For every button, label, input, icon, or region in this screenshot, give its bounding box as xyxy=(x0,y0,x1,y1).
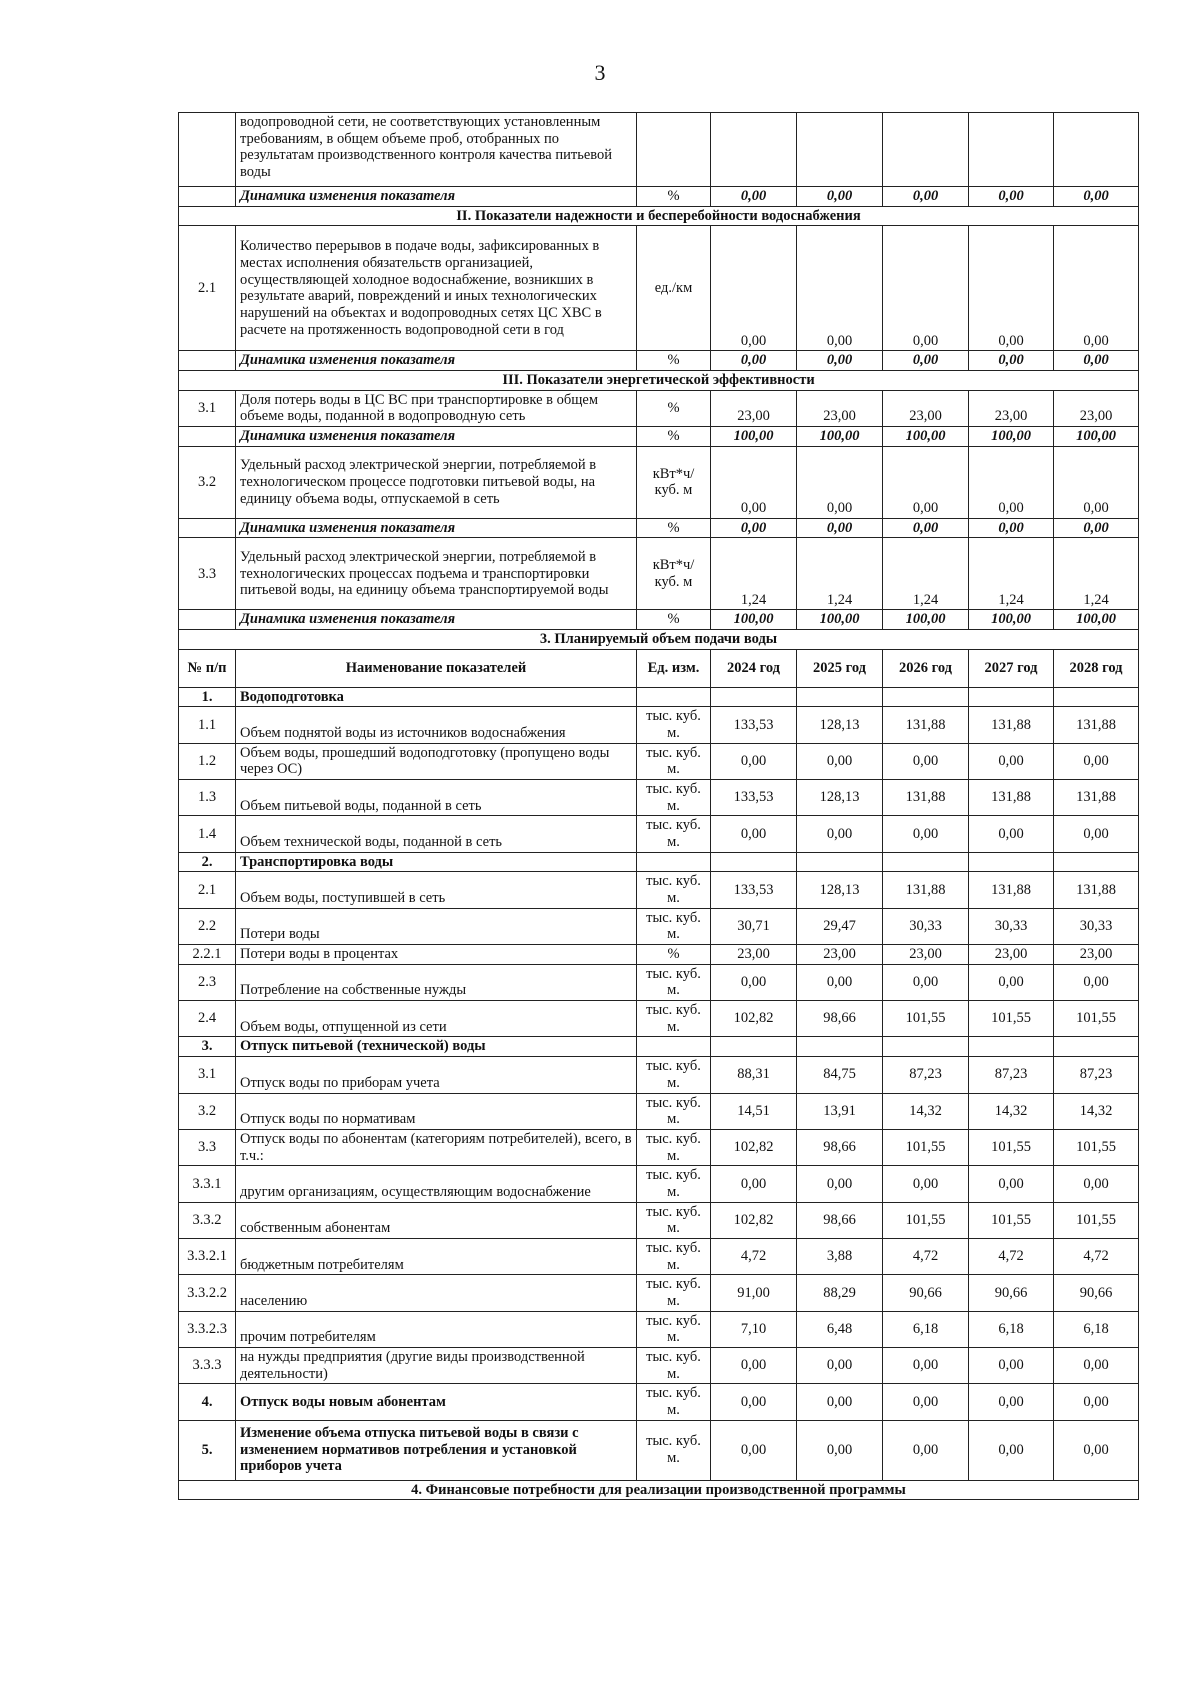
value-cell: 0,00 xyxy=(797,1384,883,1420)
value-cell: 128,13 xyxy=(797,707,883,743)
unit-cell: % xyxy=(637,187,711,207)
table-row xyxy=(179,1347,1139,1383)
value-cell: 0,00 xyxy=(1054,964,1139,1000)
table-row xyxy=(179,816,1139,852)
dynamics-label: Динамика изменения показателя xyxy=(236,351,637,371)
value-cell: 90,66 xyxy=(1054,1275,1139,1311)
table-row xyxy=(179,1166,1139,1202)
value-cell: 4,72 xyxy=(1054,1238,1139,1274)
row-number: 1.2 xyxy=(179,743,236,779)
unit-cell: тыс. куб. м. xyxy=(637,1384,711,1420)
indicator-name: Изменение объема отпуска питьевой воды в связи с изменением нормативов потребления и установкой приборов учета xyxy=(236,1420,637,1480)
value-cell: 98,66 xyxy=(797,1001,883,1037)
section-4-heading: 4. Финансовые потребности для реализации производственной программы xyxy=(179,1480,1139,1500)
indicator-name: прочим потребителям xyxy=(236,1311,637,1347)
unit-cell: ед./км xyxy=(637,226,711,351)
value-cell: 101,55 xyxy=(969,1001,1054,1037)
value-cell: 0,00 xyxy=(711,1347,797,1383)
value-cell: 131,88 xyxy=(1054,707,1139,743)
value-cell: 87,23 xyxy=(1054,1057,1139,1093)
value-cell: 23,00 xyxy=(797,945,883,965)
unit-cell: тыс. куб. м. xyxy=(637,743,711,779)
row-number: 3.3.2.1 xyxy=(179,1238,236,1274)
row-number: 4. xyxy=(179,1384,236,1420)
column-header-row xyxy=(179,649,1139,687)
value-cell: 100,00 xyxy=(883,610,969,630)
value-cell: 101,55 xyxy=(1054,1202,1139,1238)
value-cell: 0,00 xyxy=(883,1420,969,1480)
value-cell: 0,00 xyxy=(797,1420,883,1480)
column-header-year: 2024 год xyxy=(711,649,797,687)
indicator-name: Удельный расход электрической энергии, потребляемой в технологических процессах подъема и транспортировки питьевой воды, на единицу объема транспортируемой воды xyxy=(236,538,637,610)
table-row xyxy=(179,1311,1139,1347)
value-cell: 0,00 xyxy=(883,816,969,852)
value-cell: 30,71 xyxy=(711,908,797,944)
value-cell: 14,32 xyxy=(1054,1093,1139,1129)
table-row xyxy=(179,945,1139,965)
value-cell: 131,88 xyxy=(969,780,1054,816)
unit-cell: тыс. куб. м. xyxy=(637,707,711,743)
unit-cell: тыс. куб. м. xyxy=(637,1166,711,1202)
column-header-year: 2027 год xyxy=(969,649,1054,687)
value-cell: 0,00 xyxy=(797,187,883,207)
value-cell: 0,00 xyxy=(969,964,1054,1000)
value-cell: 0,00 xyxy=(969,743,1054,779)
value-cell: 0,00 xyxy=(883,1166,969,1202)
value-cell: 0,00 xyxy=(1054,1347,1139,1383)
row-number: 3.2 xyxy=(179,1093,236,1129)
value-cell: 100,00 xyxy=(1054,427,1139,447)
value-cell: 23,00 xyxy=(883,390,969,426)
indicator-name: Транспортировка воды xyxy=(236,852,637,872)
value-cell: 1,24 xyxy=(711,538,797,610)
column-header-unit: Ед. изм. xyxy=(637,649,711,687)
section-heading-row xyxy=(179,630,1139,650)
row-number: 3.3.2.3 xyxy=(179,1311,236,1347)
value-cell: 101,55 xyxy=(883,1129,969,1165)
value-cell: 0,00 xyxy=(969,1420,1054,1480)
value-cell: 87,23 xyxy=(969,1057,1054,1093)
value-cell: 14,32 xyxy=(883,1093,969,1129)
unit-cell: % xyxy=(637,390,711,426)
table-row xyxy=(179,1202,1139,1238)
indicator-name: Потери воды xyxy=(236,908,637,944)
value-cell: 100,00 xyxy=(711,610,797,630)
indicator-name: Объем питьевой воды, поданной в сеть xyxy=(236,780,637,816)
group-row xyxy=(179,1037,1139,1057)
indicator-name: Объем поднятой воды из источников водоснабжения xyxy=(236,707,637,743)
value-cell: 0,00 xyxy=(797,964,883,1000)
indicator-name: Потребление на собственные нужды xyxy=(236,964,637,1000)
value-cell: 0,00 xyxy=(797,1166,883,1202)
row-number: 3.3.1 xyxy=(179,1166,236,1202)
unit-cell: тыс. куб. м. xyxy=(637,908,711,944)
value-cell: 23,00 xyxy=(1054,945,1139,965)
value-cell: 14,51 xyxy=(711,1093,797,1129)
page-number: 3 xyxy=(594,60,606,85)
value-cell: 0,00 xyxy=(883,187,969,207)
dynamics-label: Динамика изменения показателя xyxy=(236,427,637,447)
value-cell: 0,00 xyxy=(883,964,969,1000)
value-cell: 4,72 xyxy=(969,1238,1054,1274)
value-cell: 0,00 xyxy=(711,1384,797,1420)
value-cell: 0,00 xyxy=(1054,1420,1139,1480)
row-number: 3.2 xyxy=(179,446,236,518)
value-cell: 0,00 xyxy=(969,1166,1054,1202)
indicator-name: Водоподготовка xyxy=(236,687,637,707)
dynamics-row xyxy=(179,187,1139,207)
value-cell: 0,00 xyxy=(969,816,1054,852)
table-row xyxy=(179,780,1139,816)
unit-cell: тыс. куб. м. xyxy=(637,1275,711,1311)
unit-cell: тыс. куб. м. xyxy=(637,1238,711,1274)
table-row xyxy=(179,872,1139,908)
unit-cell: % xyxy=(637,610,711,630)
row-number: 3.3.2.2 xyxy=(179,1275,236,1311)
row-number: 2.1 xyxy=(179,872,236,908)
value-cell: 13,91 xyxy=(797,1093,883,1129)
value-cell: 0,00 xyxy=(711,1420,797,1480)
table-row xyxy=(179,964,1139,1000)
indicator-name: Объем воды, поступившей в сеть xyxy=(236,872,637,908)
row-number: 2.4 xyxy=(179,1001,236,1037)
value-cell: 0,00 xyxy=(883,518,969,538)
value-cell: 23,00 xyxy=(969,390,1054,426)
value-cell: 98,66 xyxy=(797,1202,883,1238)
value-cell: 133,53 xyxy=(711,780,797,816)
unit-cell: тыс. куб. м. xyxy=(637,1420,711,1480)
value-cell: 88,29 xyxy=(797,1275,883,1311)
value-cell: 0,00 xyxy=(883,226,969,351)
table-row xyxy=(179,113,1139,187)
value-cell: 30,33 xyxy=(969,908,1054,944)
value-cell: 6,48 xyxy=(797,1311,883,1347)
value-cell: 23,00 xyxy=(711,390,797,426)
value-cell: 133,53 xyxy=(711,707,797,743)
value-cell: 0,00 xyxy=(797,1347,883,1383)
row-number: 2.2 xyxy=(179,908,236,944)
table-row xyxy=(179,446,1139,518)
indicator-name: Отпуск воды по абонентам (категориям потребителей), всего, в т.ч.: xyxy=(236,1129,637,1165)
dynamics-label: Динамика изменения показателя xyxy=(236,610,637,630)
unit-cell: % xyxy=(637,351,711,371)
value-cell: 90,66 xyxy=(883,1275,969,1311)
dynamics-row xyxy=(179,518,1139,538)
table-row xyxy=(179,226,1139,351)
value-cell: 30,33 xyxy=(1054,908,1139,944)
value-cell: 6,18 xyxy=(883,1311,969,1347)
value-cell: 100,00 xyxy=(797,427,883,447)
row-number: 3. xyxy=(179,1037,236,1057)
row-number: 5. xyxy=(179,1420,236,1480)
dynamics-label: Динамика изменения показателя xyxy=(236,518,637,538)
value-cell: 100,00 xyxy=(969,610,1054,630)
table-row xyxy=(179,707,1139,743)
value-cell: 0,00 xyxy=(1054,187,1139,207)
indicator-name: Объем воды, отпущенной из сети xyxy=(236,1001,637,1037)
row-number xyxy=(179,113,236,187)
dynamics-row xyxy=(179,610,1139,630)
value-cell: 0,00 xyxy=(883,1384,969,1420)
dynamics-label: Динамика изменения показателя xyxy=(236,187,637,207)
value-cell: 90,66 xyxy=(969,1275,1054,1311)
dynamics-row xyxy=(179,351,1139,371)
value-cell: 100,00 xyxy=(969,427,1054,447)
value-cell: 101,55 xyxy=(1054,1129,1139,1165)
row-number: 2.3 xyxy=(179,964,236,1000)
indicator-name: Доля потерь воды в ЦС ВС при транспортировке в общем объеме воды, поданной в водопроводную сеть xyxy=(236,390,637,426)
table-row xyxy=(179,390,1139,426)
value-cell: 131,88 xyxy=(969,872,1054,908)
value-cell: 23,00 xyxy=(1054,390,1139,426)
value-cell: 101,55 xyxy=(883,1001,969,1037)
value-cell: 87,23 xyxy=(883,1057,969,1093)
value-cell: 0,00 xyxy=(711,446,797,518)
value-cell: 0,00 xyxy=(797,351,883,371)
value-cell: 128,13 xyxy=(797,872,883,908)
table-row xyxy=(179,1001,1139,1037)
unit-cell: тыс. куб. м. xyxy=(637,780,711,816)
unit-cell: тыс. куб. м. xyxy=(637,1202,711,1238)
value-cell: 0,00 xyxy=(1054,1166,1139,1202)
group-row xyxy=(179,852,1139,872)
indicator-name: Удельный расход электрической энергии, потребляемой в технологическом процессе подготовки питьевой воды, на единицу объема воды, отпускаемой в сеть xyxy=(236,446,637,518)
indicator-name: Отпуск питьевой (технической) воды xyxy=(236,1037,637,1057)
value-cell: 0,00 xyxy=(969,351,1054,371)
unit-cell: % xyxy=(637,427,711,447)
unit-cell: тыс. куб. м. xyxy=(637,964,711,1000)
value-cell: 6,18 xyxy=(969,1311,1054,1347)
row-number: 3.1 xyxy=(179,1057,236,1093)
value-cell: 131,88 xyxy=(883,707,969,743)
value-cell: 0,00 xyxy=(969,1384,1054,1420)
value-cell: 98,66 xyxy=(797,1129,883,1165)
indicator-name: Потери воды в процентах xyxy=(236,945,637,965)
row-number: 3.1 xyxy=(179,390,236,426)
group-row xyxy=(179,687,1139,707)
unit-cell: тыс. куб. м. xyxy=(637,1093,711,1129)
value-cell: 30,33 xyxy=(883,908,969,944)
row-number: 2.1 xyxy=(179,226,236,351)
value-cell: 100,00 xyxy=(797,610,883,630)
indicator-name: Отпуск воды новым абонентам xyxy=(236,1384,637,1420)
value-cell: 0,00 xyxy=(797,743,883,779)
value-cell: 131,88 xyxy=(1054,780,1139,816)
value-cell: 1,24 xyxy=(969,538,1054,610)
unit-cell: кВт*ч/ куб. м xyxy=(637,538,711,610)
indicator-name: Объем технической воды, поданной в сеть xyxy=(236,816,637,852)
value-cell: 0,00 xyxy=(969,518,1054,538)
section-heading: III. Показатели энергетической эффективности xyxy=(179,371,1139,391)
value-cell: 100,00 xyxy=(711,427,797,447)
value-cell: 0,00 xyxy=(1054,226,1139,351)
value-cell: 0,00 xyxy=(797,518,883,538)
value-cell: 1,24 xyxy=(797,538,883,610)
column-header-year: 2025 год xyxy=(797,649,883,687)
value-cell: 4,72 xyxy=(883,1238,969,1274)
row-number: 3.3 xyxy=(179,538,236,610)
value-cell: 0,00 xyxy=(1054,1384,1139,1420)
production-program-table xyxy=(178,112,1139,1500)
value-cell: 0,00 xyxy=(969,446,1054,518)
row-number: 1.3 xyxy=(179,780,236,816)
value-cell: 0,00 xyxy=(711,187,797,207)
table-row xyxy=(179,1093,1139,1129)
value-cell: 23,00 xyxy=(969,945,1054,965)
indicator-name: другим организациям, осуществляющим водоснабжение xyxy=(236,1166,637,1202)
value-cell: 0,00 xyxy=(969,226,1054,351)
table-row xyxy=(179,538,1139,610)
value-cell: 0,00 xyxy=(711,1166,797,1202)
value-cell: 0,00 xyxy=(1054,446,1139,518)
value-cell: 84,75 xyxy=(797,1057,883,1093)
value-cell: 0,00 xyxy=(797,816,883,852)
table-row xyxy=(179,743,1139,779)
indicator-name: водопроводной сети, не соответствующих установленным требованиям, в общем объеме проб, отобранных по результатам производственного контроля качества питьевой воды xyxy=(236,113,637,187)
value-cell: 100,00 xyxy=(883,427,969,447)
value-cell: 101,55 xyxy=(883,1202,969,1238)
table-row xyxy=(179,1384,1139,1420)
unit-cell: тыс. куб. м. xyxy=(637,872,711,908)
value-cell: 88,31 xyxy=(711,1057,797,1093)
value-cell: 0,00 xyxy=(711,816,797,852)
value-cell: 91,00 xyxy=(711,1275,797,1311)
value-cell: 0,00 xyxy=(883,446,969,518)
value-cell: 0,00 xyxy=(1054,816,1139,852)
value-cell: 0,00 xyxy=(883,351,969,371)
value-cell: 101,55 xyxy=(969,1129,1054,1165)
indicator-name: населению xyxy=(236,1275,637,1311)
column-header-name: Наименование показателей xyxy=(236,649,637,687)
value-cell: 0,00 xyxy=(711,964,797,1000)
table-row xyxy=(179,1129,1139,1165)
value-cell: 3,88 xyxy=(797,1238,883,1274)
value-cell: 133,53 xyxy=(711,872,797,908)
value-cell: 131,88 xyxy=(883,780,969,816)
unit-cell: % xyxy=(637,945,711,965)
value-cell: 101,55 xyxy=(969,1202,1054,1238)
value-cell: 6,18 xyxy=(1054,1311,1139,1347)
indicator-name: Отпуск воды по приборам учета xyxy=(236,1057,637,1093)
indicator-name: бюджетным потребителям xyxy=(236,1238,637,1274)
value-cell: 23,00 xyxy=(797,390,883,426)
unit-cell: тыс. куб. м. xyxy=(637,1129,711,1165)
section-3-heading: 3. Планируемый объем подачи воды xyxy=(179,630,1139,650)
value-cell: 0,00 xyxy=(711,226,797,351)
value-cell: 0,00 xyxy=(1054,351,1139,371)
unit-cell: тыс. куб. м. xyxy=(637,1057,711,1093)
row-number: 2. xyxy=(179,852,236,872)
value-cell: 102,82 xyxy=(711,1001,797,1037)
value-cell: 102,82 xyxy=(711,1202,797,1238)
row-number: 1.4 xyxy=(179,816,236,852)
unit-cell: кВт*ч/ куб. м xyxy=(637,446,711,518)
table-row xyxy=(179,908,1139,944)
row-number: 1. xyxy=(179,687,236,707)
row-number: 2.2.1 xyxy=(179,945,236,965)
indicator-name: на нужды предприятия (другие виды производственной деятельности) xyxy=(236,1347,637,1383)
value-cell: 0,00 xyxy=(969,1347,1054,1383)
unit-cell: % xyxy=(637,518,711,538)
value-cell: 131,88 xyxy=(969,707,1054,743)
value-cell: 0,00 xyxy=(1054,743,1139,779)
value-cell: 7,10 xyxy=(711,1311,797,1347)
row-number: 3.3.2 xyxy=(179,1202,236,1238)
value-cell: 4,72 xyxy=(711,1238,797,1274)
value-cell: 131,88 xyxy=(1054,872,1139,908)
value-cell: 0,00 xyxy=(711,518,797,538)
table-row xyxy=(179,1420,1139,1480)
row-number: 3.3.3 xyxy=(179,1347,236,1383)
indicator-name: Объем воды, прошедший водоподготовку (пропущено воды через ОС) xyxy=(236,743,637,779)
column-header-year: 2026 год xyxy=(883,649,969,687)
value-cell: 101,55 xyxy=(1054,1001,1139,1037)
table-row xyxy=(179,1057,1139,1093)
table-row xyxy=(179,1238,1139,1274)
value-cell: 0,00 xyxy=(797,226,883,351)
value-cell: 131,88 xyxy=(883,872,969,908)
value-cell: 0,00 xyxy=(711,351,797,371)
value-cell: 100,00 xyxy=(1054,610,1139,630)
value-cell: 0,00 xyxy=(797,446,883,518)
value-cell: 1,24 xyxy=(883,538,969,610)
value-cell: 0,00 xyxy=(1054,518,1139,538)
value-cell: 128,13 xyxy=(797,780,883,816)
value-cell: 0,00 xyxy=(883,743,969,779)
value-cell: 0,00 xyxy=(883,1347,969,1383)
value-cell: 23,00 xyxy=(711,945,797,965)
value-cell: 0,00 xyxy=(969,187,1054,207)
indicator-name: Количество перерывов в подаче воды, зафиксированных в местах исполнения обязательств организацией, осуществляющей холодное водоснабжение, возникших в результате аварий, повреждений и иных технологических нарушений на объектах и водопроводных сетях ЦС ХВС в расчете на протяженность водопроводной сети в год xyxy=(236,226,637,351)
section-heading-row xyxy=(179,371,1139,391)
value-cell: 23,00 xyxy=(883,945,969,965)
value-cell: 14,32 xyxy=(969,1093,1054,1129)
value-cell: 1,24 xyxy=(1054,538,1139,610)
table-body xyxy=(179,113,1139,1500)
table-row xyxy=(179,1275,1139,1311)
value-cell: 29,47 xyxy=(797,908,883,944)
indicator-name: Отпуск воды по нормативам xyxy=(236,1093,637,1129)
section-heading-row xyxy=(179,1480,1139,1500)
row-number: 3.3 xyxy=(179,1129,236,1165)
value-cell: 0,00 xyxy=(711,743,797,779)
unit-cell: тыс. куб. м. xyxy=(637,1347,711,1383)
column-header-number: № п/п xyxy=(179,649,236,687)
unit-cell: тыс. куб. м. xyxy=(637,1001,711,1037)
row-number: 1.1 xyxy=(179,707,236,743)
section-heading: II. Показатели надежности и бесперебойности водоснабжения xyxy=(179,206,1139,226)
section-heading-row xyxy=(179,206,1139,226)
column-header-year: 2028 год xyxy=(1054,649,1139,687)
dynamics-row xyxy=(179,427,1139,447)
value-cell: 102,82 xyxy=(711,1129,797,1165)
indicator-name: собственным абонентам xyxy=(236,1202,637,1238)
unit-cell: тыс. куб. м. xyxy=(637,816,711,852)
unit-cell: тыс. куб. м. xyxy=(637,1311,711,1347)
